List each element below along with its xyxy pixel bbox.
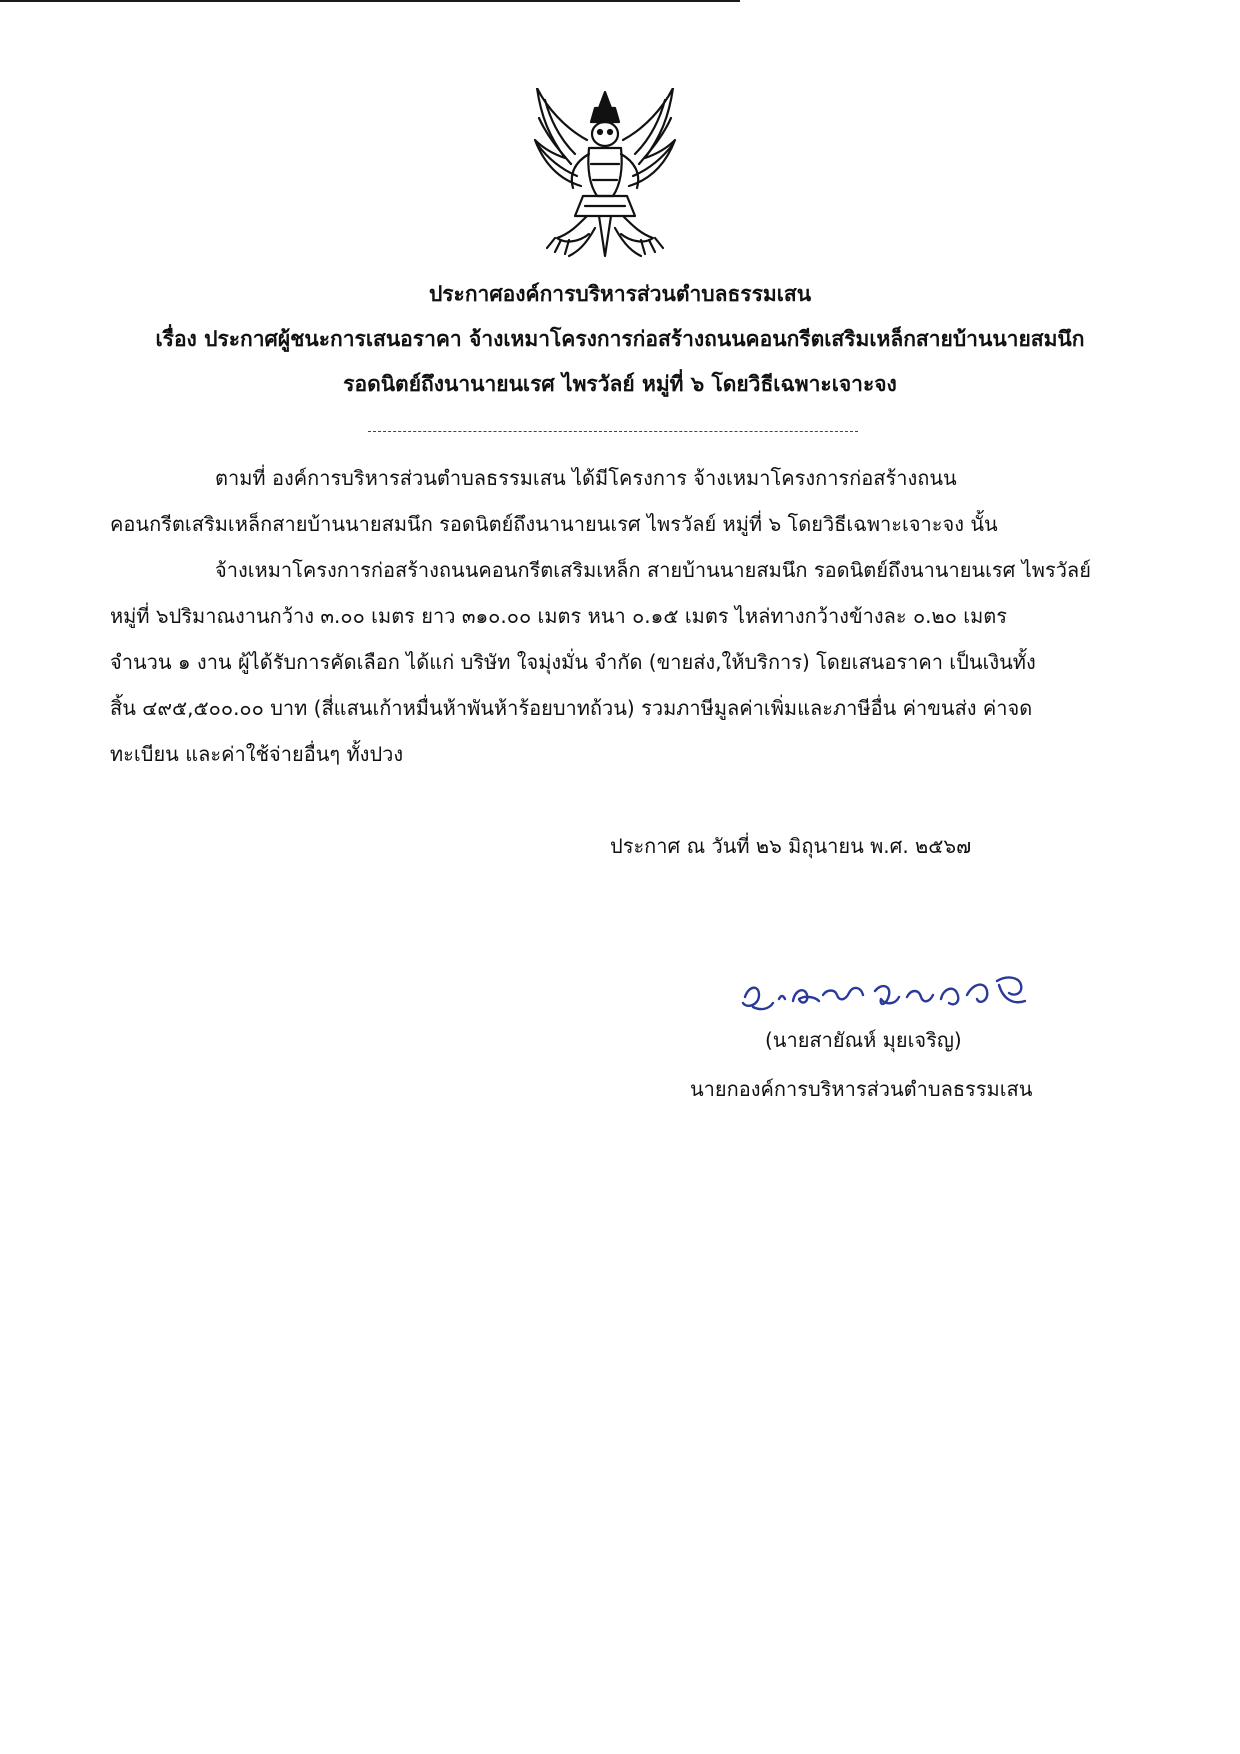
document-title: ประกาศองค์การบริหารส่วนตำบลธรรมเสน: [428, 282, 812, 306]
handwritten-signature: [735, 955, 1035, 1025]
paragraph-1-line-2: คอนกรีตเสริมเหล็กสายบ้านนายสมนึก รอดนิตย์ถึงนานายนเรศ ไพรวัลย์ หมู่ที่ ๖ โดยวิธีเฉพาะเจาะจง นั้น: [110, 512, 998, 536]
paragraph-2-line-4: สิ้น ๔๙๕,๕๐๐.๐๐ บาท (สี่แสนเก้าหมื่นห้าพันห้าร้อยบาทถ้วน) รวมภาษีมูลค่าเพิ่มและภาษีอื่น ค่าขนส่ง ค่าจด: [110, 696, 1033, 720]
paragraph-2-line-1: จ้างเหมาโครงการก่อสร้างถนนคอนกรีตเสริมเหล็ก สายบ้านนายสมนึก รอดนิตย์ถึงนานายนเรศ ไพรวัลย์: [215, 558, 1091, 582]
signatory-name: (นายสายัณห์ มุยเจริญ): [765, 1028, 962, 1052]
signatory-position: นายกองค์การบริหารส่วนตำบลธรรมเสน: [690, 1077, 1033, 1101]
heading-divider: [368, 431, 858, 432]
scan-edge: [0, 0, 740, 2]
document-subject-line-2: รอดนิตย์ถึงนานายนเรศ ไพรวัลย์ หมู่ที่ ๖ โดยวิธีเฉพาะเจาะจง: [343, 372, 897, 396]
paragraph-2-line-2: หมู่ที่ ๖ปริมาณงานกว้าง ๓.๐๐ เมตร ยาว ๓๑๐.๐๐ เมตร หนา ๐.๑๕ เมตร ไหล่ทางกว้างข้างละ ๐.๒๐ เมตร: [110, 604, 1008, 628]
paragraph-2-line-3: จำนวน ๑ งาน ผู้ได้รับการคัดเลือก ได้แก่ บริษัท ใจมุ่งมั่น จำกัด (ขายส่ง,ให้บริการ) โดยเสนอราคา เป็นเงินทั้ง: [110, 650, 1036, 674]
paragraph-2-line-5: ทะเบียน และค่าใช้จ่ายอื่นๆ ทั้งปวง: [110, 742, 404, 766]
document-subject-line-1: เรื่อง ประกาศผู้ชนะการเสนอราคา จ้างเหมาโครงการก่อสร้างถนนคอนกรีตเสริมเหล็กสายบ้านนายสมนึก: [155, 327, 1085, 351]
announcement-date: ประกาศ ณ วันที่ ๒๖ มิถุนายน พ.ศ. ๒๕๖๗: [610, 834, 972, 858]
paragraph-1-line-1: ตามที่ องค์การบริหารส่วนตำบลธรรมเสน ได้มีโครงการ จ้างเหมาโครงการก่อสร้างถนน: [215, 466, 957, 490]
garuda-emblem-icon: [525, 88, 685, 258]
